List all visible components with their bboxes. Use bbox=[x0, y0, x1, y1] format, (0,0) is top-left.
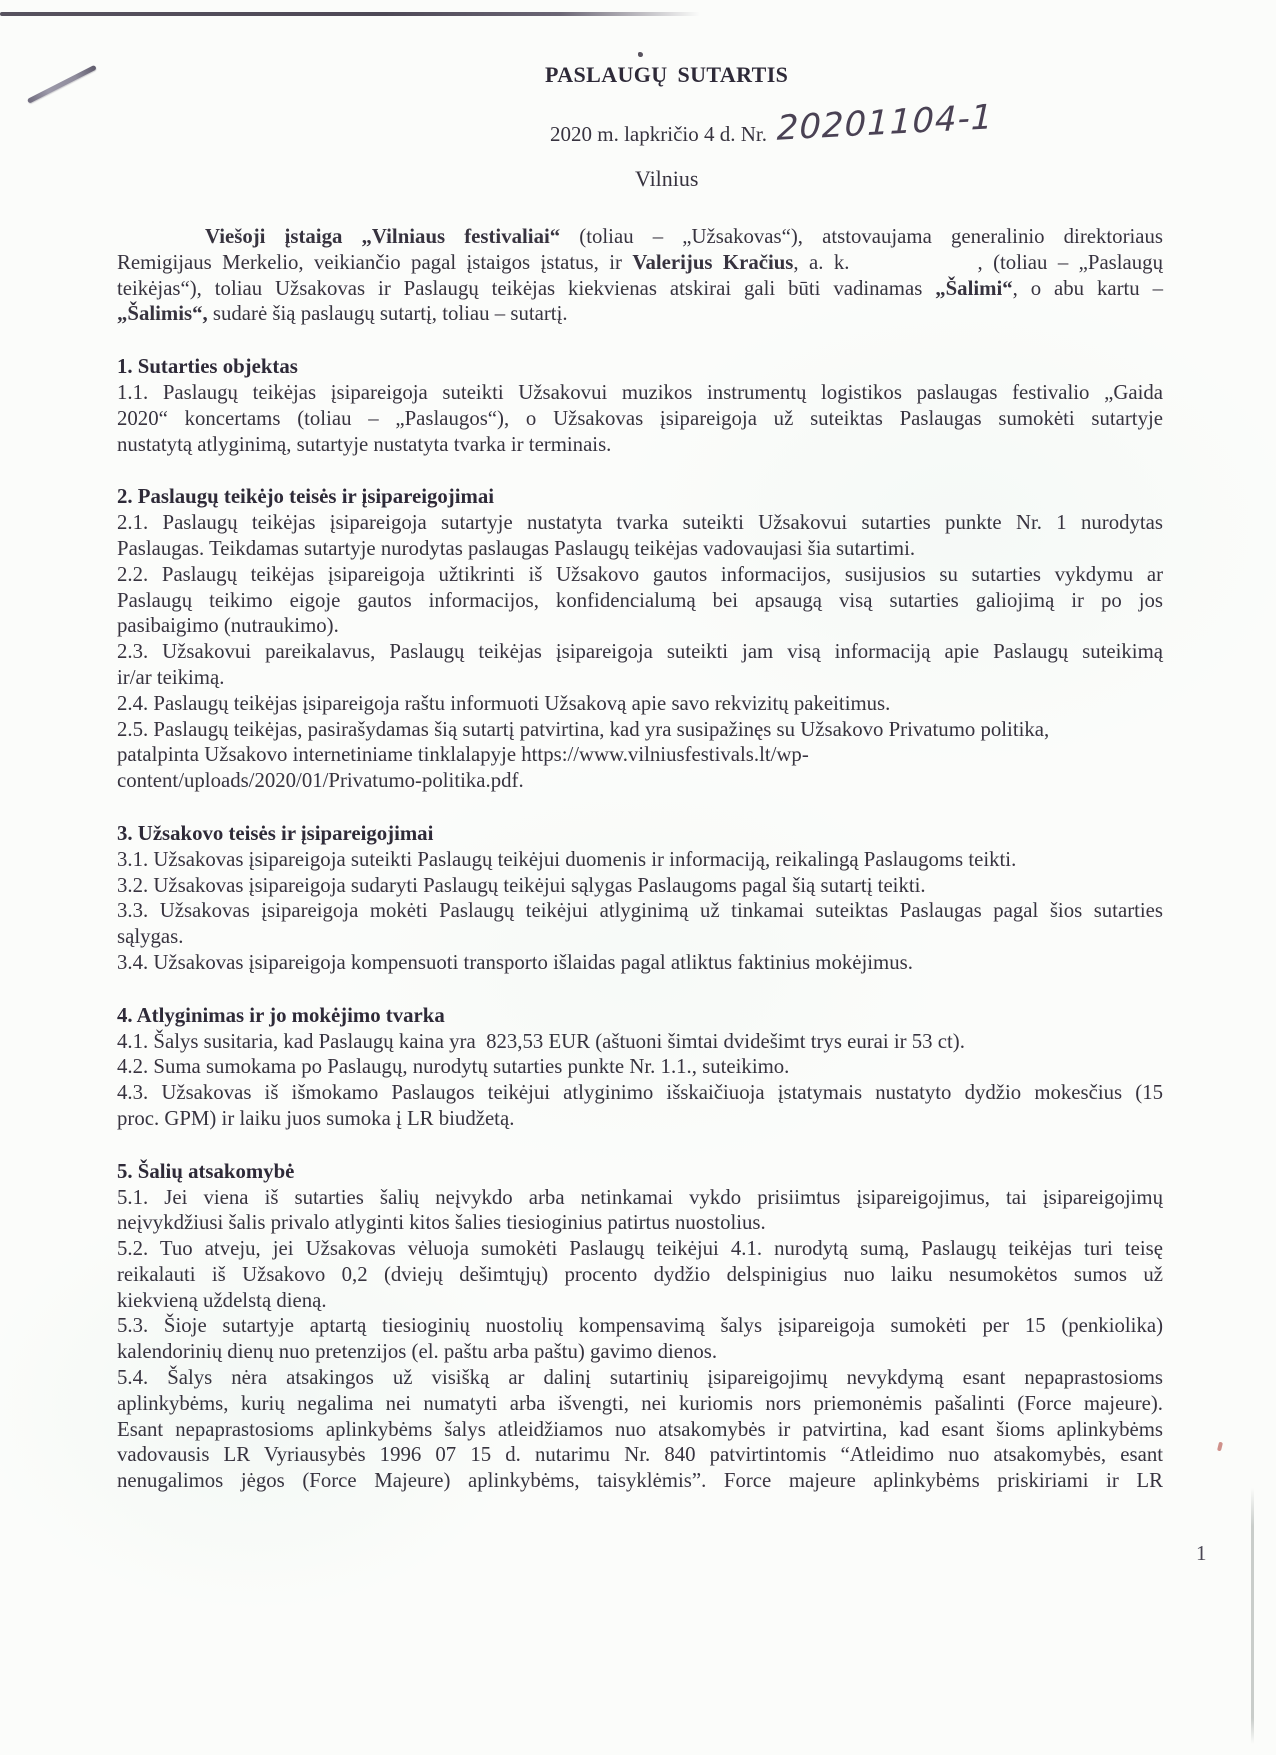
text-line bbox=[117, 717, 1163, 743]
text-run: kiekvieną uždelstą dieną. bbox=[117, 1288, 327, 1312]
text-run: 5.2. Tuo atveju, jei Užsakovas vėluoja sumokėti Paslaugų teikėjui 4.1. nurodytą sumą, Paslaugų teikėjas turi teisę bbox=[117, 1237, 1163, 1261]
text-run: kalendorinių dienų nuo pretenzijos (el. paštu arba paštu) gavimo dienos. bbox=[117, 1340, 718, 1364]
text-line bbox=[117, 380, 1163, 406]
bold-text-run: „Šalimis“, bbox=[117, 302, 208, 326]
page-number: 1 bbox=[1196, 1541, 1207, 1565]
text-line bbox=[117, 1106, 1163, 1132]
text-line bbox=[117, 873, 1163, 899]
text-run: 4.3. Užsakovas iš išmokamo Paslaugos teikėjui atlyginimo išskaičiuoja įstatymais nustatyto dydžio mokesčius (15 bbox=[117, 1081, 1163, 1105]
blank-form-field bbox=[849, 268, 977, 269]
handwritten-contract-number: 20201104-1 bbox=[776, 97, 994, 149]
text-line bbox=[117, 432, 1163, 458]
text-run: content/uploads/2020/01/Privatumo-politika.pdf. bbox=[117, 769, 524, 793]
text-line bbox=[117, 562, 1163, 588]
text-line bbox=[117, 224, 1163, 250]
scan-edge-shadow bbox=[1251, 1488, 1254, 1744]
bold-text-run: „Šalimi“ bbox=[935, 276, 1013, 300]
text-run: 2.4. Paslaugų teikėjas įsipareigoja raštu informuoti Užsakovą apie savo rekvizitų pakeitimus. bbox=[117, 691, 891, 715]
section-heading: 4. Atlyginimas ir jo mokėjimo tvarka bbox=[117, 1003, 445, 1027]
text-line bbox=[117, 1054, 1163, 1080]
text-line bbox=[117, 1210, 1163, 1236]
text-line bbox=[117, 1080, 1163, 1106]
text-run: nenugalimos jėgos (Force Majeure) aplinkybėms, taisyklėmis”. Force majeure aplinkybėms priskiriami ir LR bbox=[117, 1469, 1163, 1493]
text-run: sudarė šią paslaugų sutartį, toliau – sutartį. bbox=[207, 302, 568, 326]
text-run: 3.2. Užsakovas įsipareigoja sudaryti Paslaugų teikėjui sąlygas Paslaugoms pagal šią sutartį teikti. bbox=[117, 873, 926, 897]
text-line bbox=[117, 1313, 1163, 1339]
text-line bbox=[117, 1185, 1163, 1211]
text-run: Esant nepaprastosioms aplinkybėms šalys atleidžiamos nuo atsakomybės ir patvirtina, kad esant šioms aplinkybėms bbox=[117, 1417, 1163, 1441]
text-line bbox=[117, 665, 1163, 691]
text-line bbox=[117, 1262, 1163, 1288]
date-line bbox=[550, 97, 994, 150]
text-run: , (toliau – „Paslaugų bbox=[977, 250, 1163, 274]
place-label: Vilnius bbox=[635, 166, 699, 191]
text-run: , o abu kartu – bbox=[1012, 276, 1163, 300]
text-run: 5.1. Jei viena iš sutarties šalių neįvykdo arba netinkamai vykdo prisiimtus įsipareigojimus, tai įsipareigojimų bbox=[117, 1185, 1163, 1209]
text-run: nustatytą atlyginimą, sutartyje nustatyta tvarka ir terminais. bbox=[117, 432, 612, 456]
text-line bbox=[117, 510, 1163, 536]
text-line bbox=[117, 588, 1163, 614]
text-line bbox=[117, 1288, 1163, 1314]
text-run: aplinkybėms, kurių negalima nei numatyti arba išvengti, nei kuriomis nors priemonėmis pašalinti (Force majeure). bbox=[117, 1391, 1163, 1415]
ink-mark-red bbox=[1217, 1442, 1223, 1452]
section-heading: 5. Šalių atsakomybė bbox=[117, 1159, 295, 1183]
text-line bbox=[117, 742, 1163, 768]
contract-section bbox=[117, 1159, 1163, 1494]
text-line bbox=[117, 250, 1163, 276]
text-line bbox=[117, 1339, 1163, 1365]
text-line bbox=[117, 1029, 1163, 1055]
text-run: , a. k. bbox=[793, 250, 850, 274]
text-run: pasibaigimo (nutraukimo). bbox=[117, 614, 339, 638]
ink-speck bbox=[638, 52, 643, 57]
text-line bbox=[117, 691, 1163, 717]
text-run: neįvykdžiusi šalis privalo atlyginti kitos šalies tiesioginius patirtus nuostolius. bbox=[117, 1211, 766, 1235]
text-line bbox=[117, 1442, 1163, 1468]
contract-section bbox=[117, 354, 1163, 457]
text-run: 2.2. Paslaugų teikėjas įsipareigoja užtikrinti iš Užsakovo gautos informacijos, susijusios su sutarties vykdymu ar bbox=[117, 562, 1163, 586]
text-line bbox=[117, 613, 1163, 639]
text-line bbox=[117, 1468, 1163, 1494]
text-line bbox=[117, 1417, 1163, 1443]
contract-section bbox=[117, 821, 1163, 976]
contract-section bbox=[117, 484, 1163, 794]
text-run: vadovausis LR Vyriausybės 1996 07 15 d. nutarimu Nr. 840 patvirtintomis “Atleidimo nuo atsakomybės, esant bbox=[117, 1443, 1163, 1467]
date-label: 2020 m. lapkričio 4 d. Nr. bbox=[550, 122, 767, 146]
text-line bbox=[117, 847, 1163, 873]
text-run: Paslaugų teikimo eigoje gautos informacijos, konfidencialumą bei apsaugą visą sutarties galiojimą ir po jos bbox=[117, 588, 1163, 612]
text-line bbox=[117, 898, 1163, 924]
text-line bbox=[117, 950, 1163, 976]
text-line bbox=[117, 276, 1163, 302]
section-heading: 2. Paslaugų teikėjo teisės ir įsipareigojimai bbox=[117, 485, 495, 509]
bold-text-run: Valerijus Kračius bbox=[632, 250, 794, 274]
document-title: PASLAUGŲ SUTARTIS bbox=[545, 62, 789, 87]
scan-edge-line bbox=[0, 12, 700, 16]
pen-mark bbox=[27, 65, 97, 104]
text-run: ir/ar teikimą. bbox=[117, 665, 225, 689]
text-line bbox=[117, 536, 1163, 562]
text-line bbox=[117, 639, 1163, 665]
text-run: sąlygas. bbox=[117, 925, 184, 949]
text-run: (toliau – „Užsakovas“), atstovaujama generalinio direktoriaus bbox=[560, 225, 1163, 248]
text-line bbox=[117, 1365, 1163, 1391]
text-line bbox=[117, 768, 1163, 794]
text-run: 2.3. Užsakovui pareikalavus, Paslaugų teikėjas įsipareigoja suteikti jam visą informaciją apie Paslaugų suteikimą bbox=[117, 640, 1163, 664]
text-line bbox=[117, 1391, 1163, 1417]
text-run: 5.3. Šioje sutartyje aptartą tiesioginių nuostolių kompensavimą šalys įsipareigoja sumokėti per 15 (penkiolika) bbox=[117, 1314, 1163, 1338]
text-run: 5.4. Šalys nėra atsakingos už visišką ar dalinį sutartinių įsipareigojimų nevykdymą esant nepaprastosioms bbox=[117, 1366, 1163, 1390]
text-run: 3.1. Užsakovas įsipareigoja suteikti Paslaugų teikėjui duomenis ir informaciją, reikalingą Paslaugoms teikti. bbox=[117, 847, 1017, 871]
section-heading: 1. Sutarties objektas bbox=[117, 355, 298, 379]
text-run: teikėjas“), toliau Užsakovas ir Paslaugų teikėjas kiekvienas atskirai gali būti vadinamas bbox=[117, 276, 936, 300]
text-run: reikalauti iš Užsakovo 0,2 (dviejų dešimtųjų) procento dydžio delspinigius nuo laiku nesumokėtos sumos už bbox=[117, 1262, 1163, 1286]
text-run: proc. GPM) ir laiku juos sumoka į LR biudžetą. bbox=[117, 1106, 515, 1130]
text-run: 3.3. Užsakovas įsipareigoja mokėti Paslaugų teikėjui atlyginimą už tinkamai suteiktas Paslaugas pagal šios sutarties bbox=[117, 899, 1163, 923]
text-run: patalpinta Užsakovo internetiniame tinklalapyje https://www.vilniusfestivals.lt/wp- bbox=[117, 743, 809, 767]
bold-text-run: Viešoji įstaiga „Vilniaus festivaliai“ bbox=[205, 225, 561, 248]
text-run: 2020“ koncertams (toliau – „Paslaugos“), o Užsakovas įsipareigoja už suteiktas Paslaugas sumokėti sutartyje bbox=[117, 406, 1163, 430]
section-heading: 3. Užsakovo teisės ir įsipareigojimai bbox=[117, 821, 434, 845]
text-run: 2.5. Paslaugų teikėjas, pasirašydamas šią sutartį patvirtina, kad yra susipažinęs su Užsakovo Privatumo politika, bbox=[117, 717, 1050, 741]
text-run: 3.4. Užsakovas įsipareigoja kompensuoti transporto išlaidas pagal atliktus faktinius mokėjimus. bbox=[117, 950, 913, 974]
text-run: Paslaugas. Teikdamas sutartyje nurodytas paslaugas Paslaugų teikėjas vadovaujasi šia sutartimi. bbox=[117, 536, 916, 560]
document-body bbox=[117, 224, 1163, 1494]
text-line bbox=[117, 301, 1163, 327]
text-line bbox=[117, 406, 1163, 432]
text-line bbox=[117, 1236, 1163, 1262]
contract-section bbox=[117, 1003, 1163, 1132]
text-run: 1.1. Paslaugų teikėjas įsipareigoja suteikti Užsakovui muzikos instrumentų logistikos paslaugas festivalio „Gaida bbox=[117, 380, 1163, 404]
text-run: 4.2. Suma sumokama po Paslaugų, nurodytų sutarties punkte Nr. 1.1., suteikimo. bbox=[117, 1055, 790, 1079]
text-run: 4.1. Šalys susitaria, kad Paslaugų kaina yra 823,53 EUR (aštuoni šimtai dvidešimt trys eurai ir 53 ct). bbox=[117, 1029, 965, 1053]
text-run: Remigijaus Merkelio, veikiančio pagal įstaigos įstatus, ir bbox=[117, 250, 633, 274]
text-run: 2.1. Paslaugų teikėjas įsipareigoja sutartyje nustatyta tvarka suteikti Užsakovui sutarties punkte Nr. 1 nurodytas bbox=[117, 511, 1163, 535]
text-line bbox=[117, 924, 1163, 950]
